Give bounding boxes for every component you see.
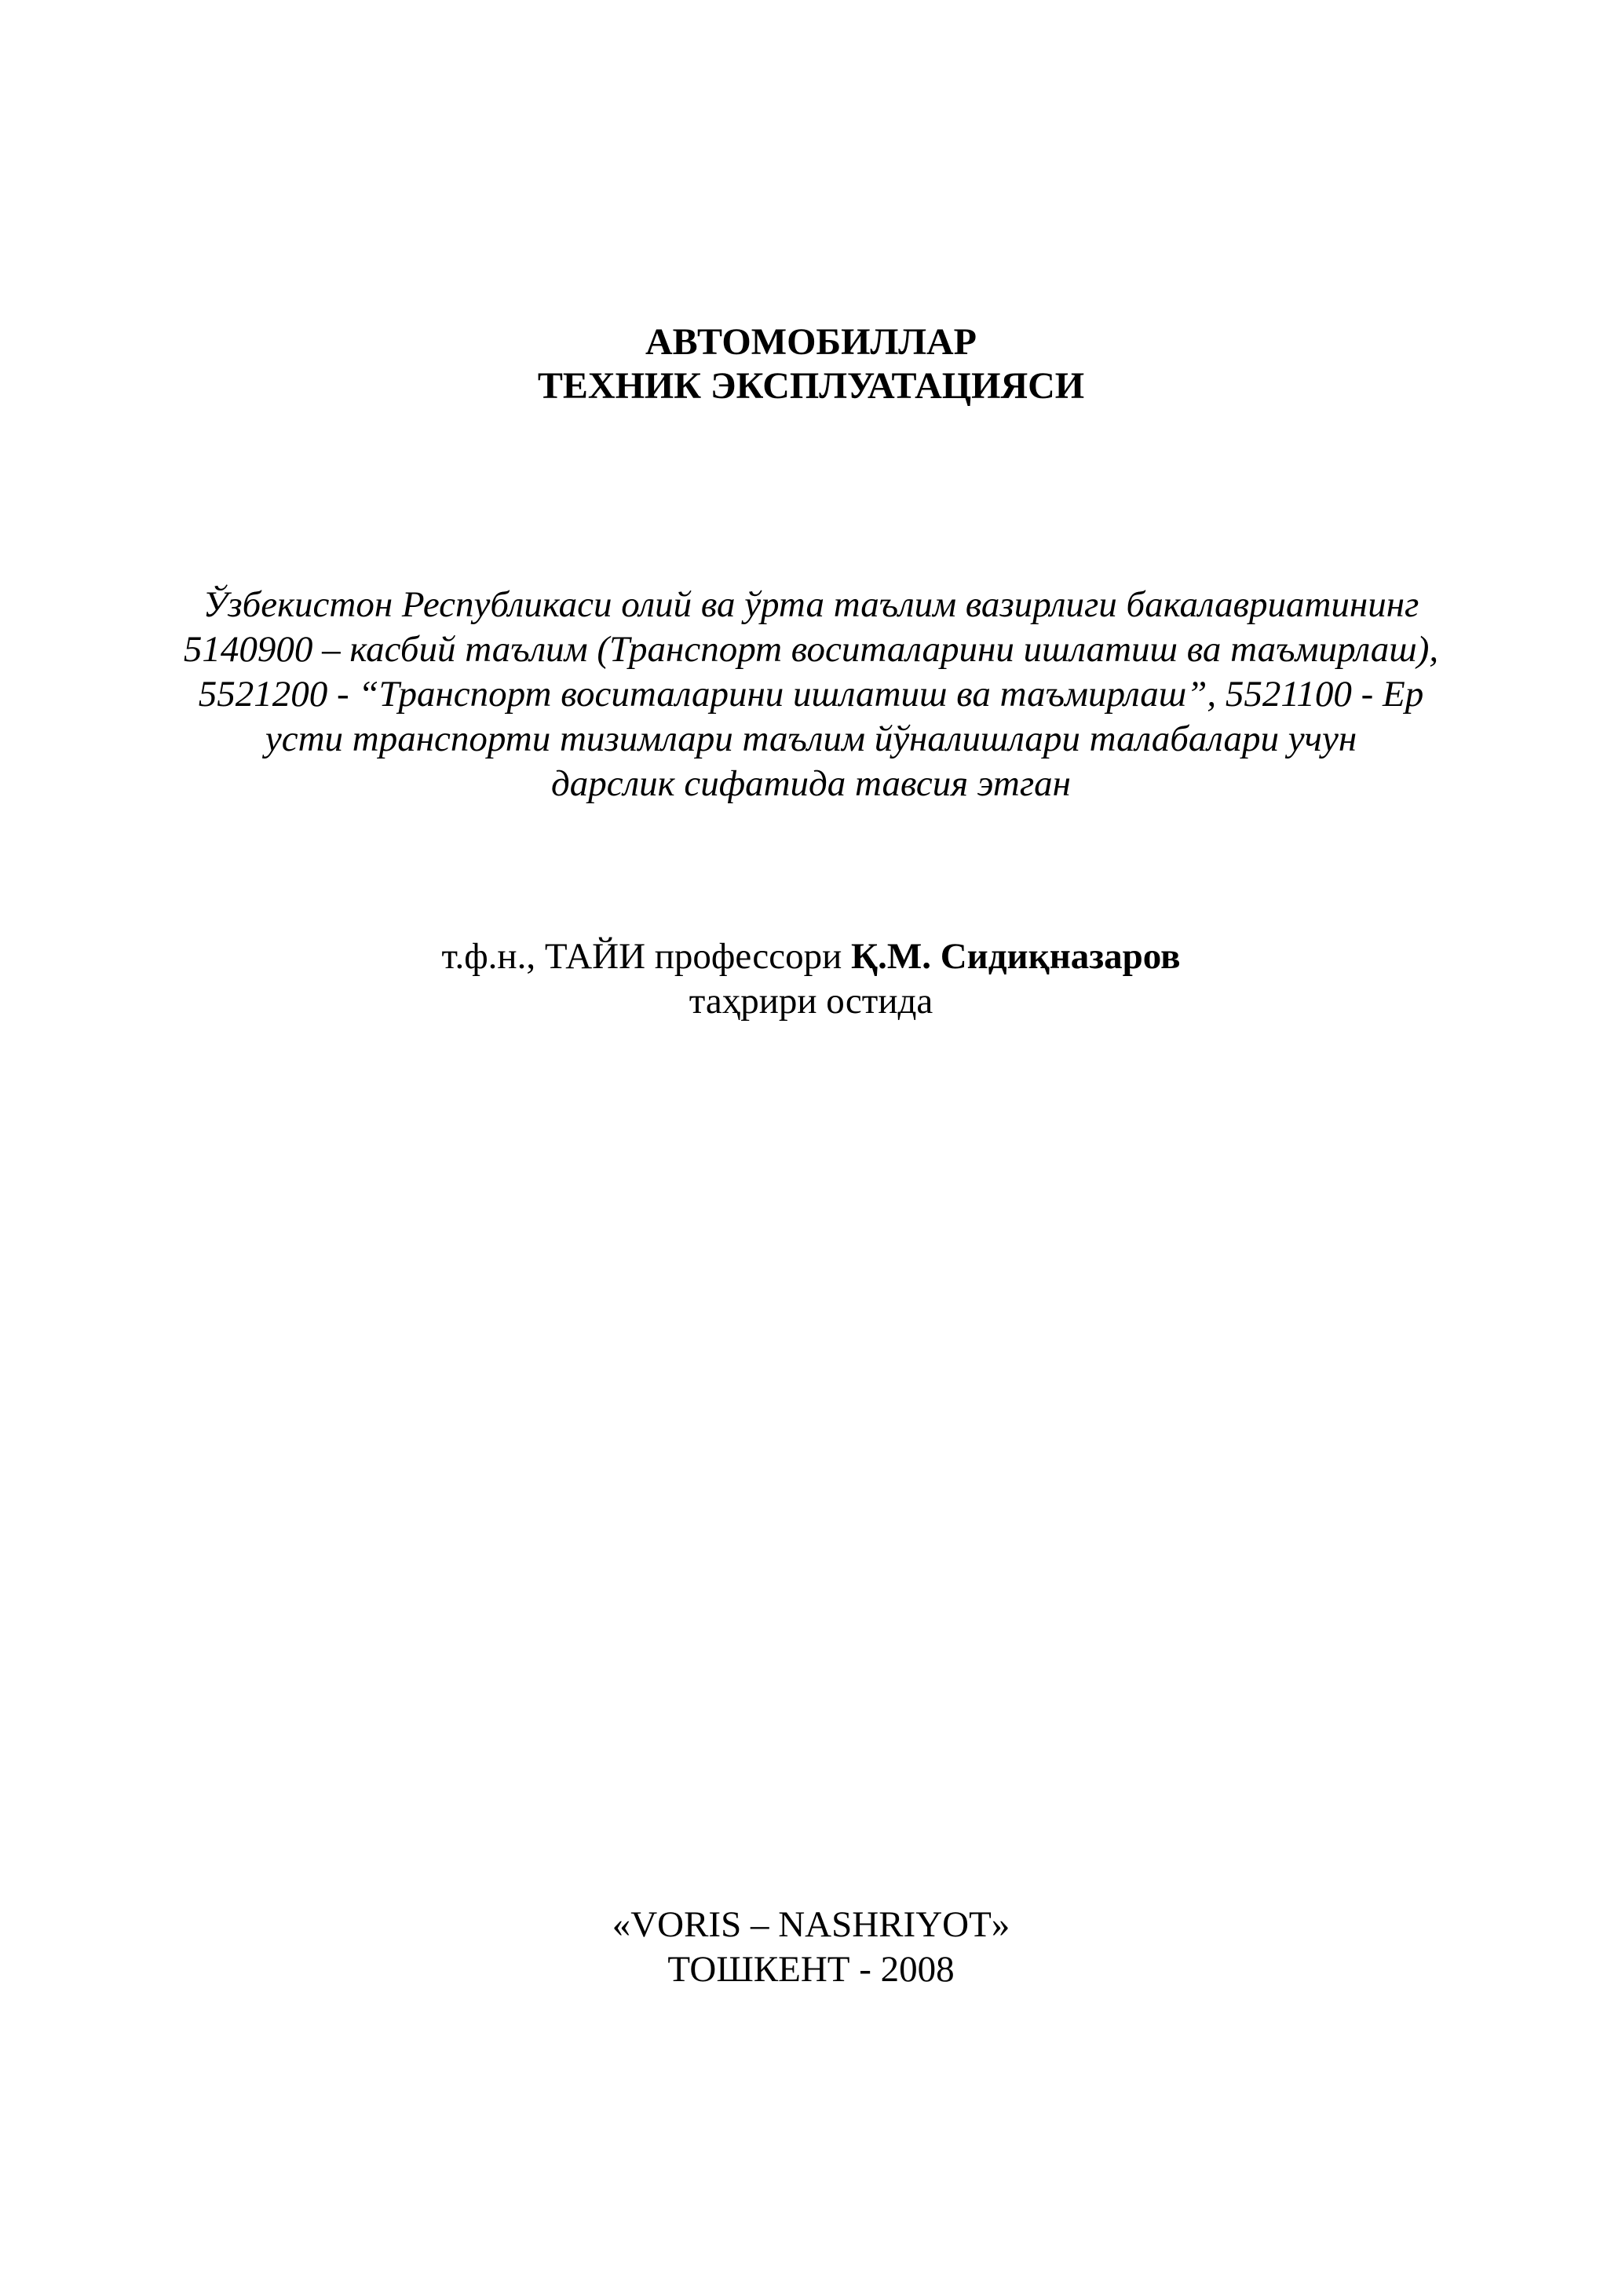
- book-title: [0, 320, 1622, 408]
- recommendation-line-3: 5521200 - “Транспорт воситаларини ишлатиш ва таъмирлаш”, 5521100 - Ер: [198, 674, 1424, 715]
- publisher-info: [0, 1903, 1622, 1992]
- editor-name: Қ.М. Сидиқназаров: [851, 936, 1181, 977]
- publisher-city-year: ТОШКЕНТ - 2008: [667, 1949, 955, 1990]
- editor-credit: [0, 934, 1622, 1024]
- recommendation-line-4: усти транспорти тизимлари таълим йўналишлари талабалари учун: [265, 718, 1357, 759]
- editor-line-1: [0, 934, 1622, 979]
- book-title-line-2: ТЕХНИК ЭКСПЛУАТАЦИЯСИ: [537, 365, 1085, 407]
- ministry-recommendation: [0, 583, 1622, 806]
- recommendation-line-2: 5140900 – касбий таълим (Транспорт воситаларини ишлатиш ва таъмирлаш),: [183, 629, 1439, 670]
- book-title-line-1: АВТОМОБИЛЛАР: [645, 321, 977, 363]
- editor-line-2: таҳрири остида: [689, 981, 933, 1022]
- editor-title: т.ф.н., ТАЙИ профессори: [441, 936, 852, 977]
- publisher-name: «VORIS – NASHRIYOT»: [612, 1904, 1010, 1945]
- recommendation-line-1: Ўзбекистон Республикаси олий ва ўрта таълим вазирлиги бакалавриатининг: [203, 584, 1419, 625]
- recommendation-line-5: дарслик сифатида тавсия этган: [550, 763, 1072, 804]
